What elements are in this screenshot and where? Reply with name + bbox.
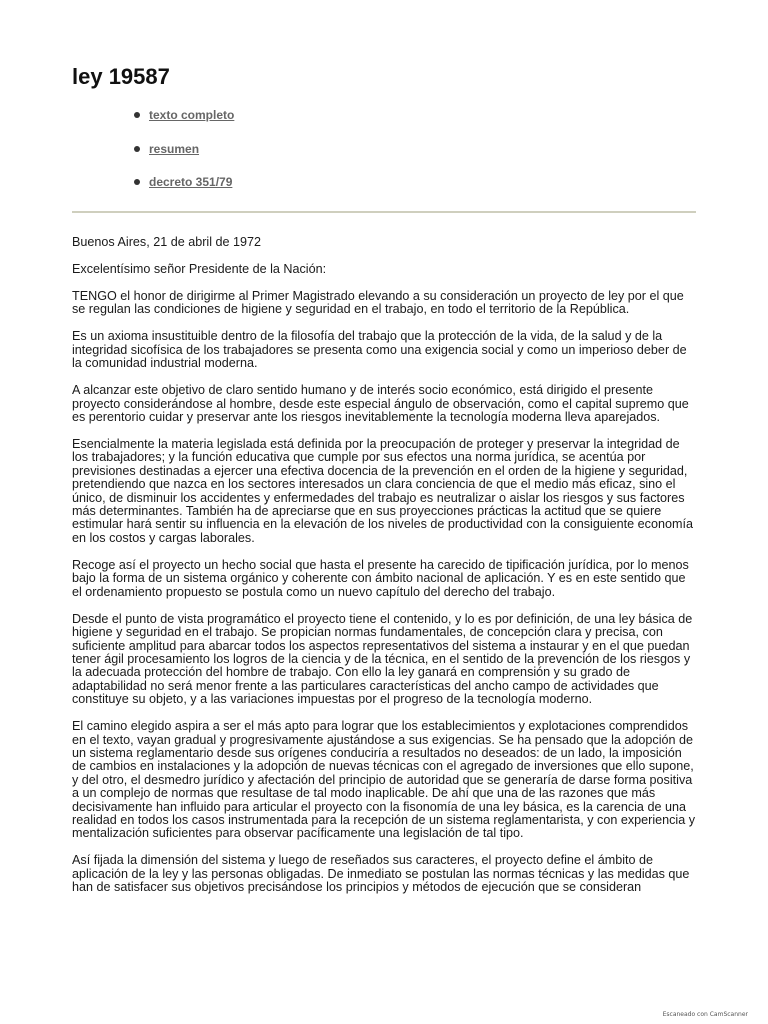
body-paragraph: Desde el punto de vista programático el proyecto tiene el contenido, y lo es por definición, de una ley básica de higiene y seguridad en el trabajo. Se propician normas fundamentales, de concepción clara y precisa, con suficiente amplitud para abarcar todos los aspectos representativos del sistema a instaurar y en el que puedan tener ágil procesamiento los logros de la ciencia y de la técnica, en el sentido de la prevención de los riesgos y la adecuada protección del hombre de trabajo. Con ello la ley ganará en comprensión y su grado de adaptabilidad no será menor frente a las particulares características del ancho campo de actividades que constituye su objeto, y a las variaciones impuestas por el progreso de la tecnología moderno.	[72, 611, 693, 707]
body-paragraph: Es un axioma insustituible dentro de la filosofía del trabajo que la protección de la vida, de la salud y de la integridad sicofísica de los trabajadores se presenta como una exigencia social y como un imperioso deber de la comunidad industrial moderna.	[72, 329, 687, 371]
bullet-icon	[134, 179, 140, 185]
bullet-icon	[134, 146, 140, 152]
body-paragraph: Así fijada la dimensión del sistema y luego de reseñados sus caracteres, el proyecto define el ámbito de aplicación de la ley y las personas obligadas. De inmediato se postulan las normas técnicas y las medidas que han de satisfacer sus objetivos precisándose los principios y métodos de ejecución que se consideran	[72, 853, 690, 895]
bullet-icon	[134, 112, 140, 118]
list-item	[134, 140, 234, 174]
body-paragraph: Recoge así el proyecto un hecho social que hasta el presente ha carecido de tipificación jurídica, por lo menos bajo la forma de un sistema orgánico y coherente con ámbito nacional de aplicación. Y es en este sentido que el ordenamiento propuesto se postula como un nuevo capítulo del derecho del trabajo.	[72, 557, 689, 599]
related-links	[134, 106, 234, 207]
link-resumen[interactable]: resumen	[149, 141, 200, 156]
salutation: Excelentísimo señor Presidente de la Nación:	[72, 262, 327, 276]
document-body	[72, 236, 697, 908]
body-paragraph: A alcanzar este objetivo de claro sentido humano y de interés socio económico, está dirigido el presente proyecto considerándose al hombre, desde este especial ángulo de observación, como el capital supremo que es perentorio cuidar y preservar ante los riesgos inevitablemente la tecnología moderna lleva aparejados.	[72, 383, 689, 425]
list-item	[134, 106, 234, 140]
horizontal-divider	[72, 211, 696, 213]
body-paragraph: El camino elegido aspira a ser el más apto para lograr que los establecimientos y explotaciones comprendidos en el texto, vayan gradual y progresivamente ajustándose a sus exigencias. Se ha pensado que la adopción de un sistema reglamentario desde sus orígenes conduciría a resultados no deseados: de un lado, la imposición de cambios en instalaciones y la adopción de nuevas técnicas con el agregado de inversiones que ello supone, y del otro, el desmedro jurídico y afectación del principio de autoridad que se generaría de darse forma positiva a un complejo de normas que resultase de tal modo inaplicable. De ahí que una de las razones que más decisivamente han influido para articular el proyecto con la fisonomía de una ley básica, es la carencia de una realidad en todos los casos instrumentada para la recepción de un sistema reglamentarista, y con experiencia y mentalización suficientes para observar pacíficamente una legislación de tal tipo.	[72, 719, 696, 841]
page-title: ley 19587	[72, 64, 170, 89]
link-decreto[interactable]: decreto 351/79	[149, 175, 233, 189]
date-line: Buenos Aires, 21 de abril de 1972	[72, 235, 262, 249]
body-paragraph: Esencialmente la materia legislada está definida por la preocupación de proteger y preservar la integridad de los trabajadores; y la función educativa que cumple por sus efectos una norma jurídica, se acentúa por previsiones destinadas a ejercer una efectiva docencia de la prevención en el orden de la higiene y seguridad, pretendiendo que nazca en los sectores interesados un clara conciencia de que el medio más eficaz, sino el único, de disminuir los accidentes y enfermedades del trabajo es neutralizar o aislar los riesgos y sus factores más determinantes. También ha de apreciarse que en sus proyecciones prácticas la actitud que se quiere estimular hará sentir su influencia en la elevación de los niveles de productividad con la consiguiente economía en los costos y cargas laborales.	[72, 437, 693, 545]
body-paragraph: TENGO el honor de dirigirme al Primer Magistrado elevando a su consideración un proyecto de ley por el que se regulan las condiciones de higiene y seguridad en el trabajo, en todo el territorio de la República.	[72, 289, 684, 317]
list-item	[134, 173, 234, 207]
scanner-watermark: Escaneado con CamScanner	[662, 1011, 748, 1018]
link-texto-completo[interactable]: texto completo	[149, 108, 235, 122]
